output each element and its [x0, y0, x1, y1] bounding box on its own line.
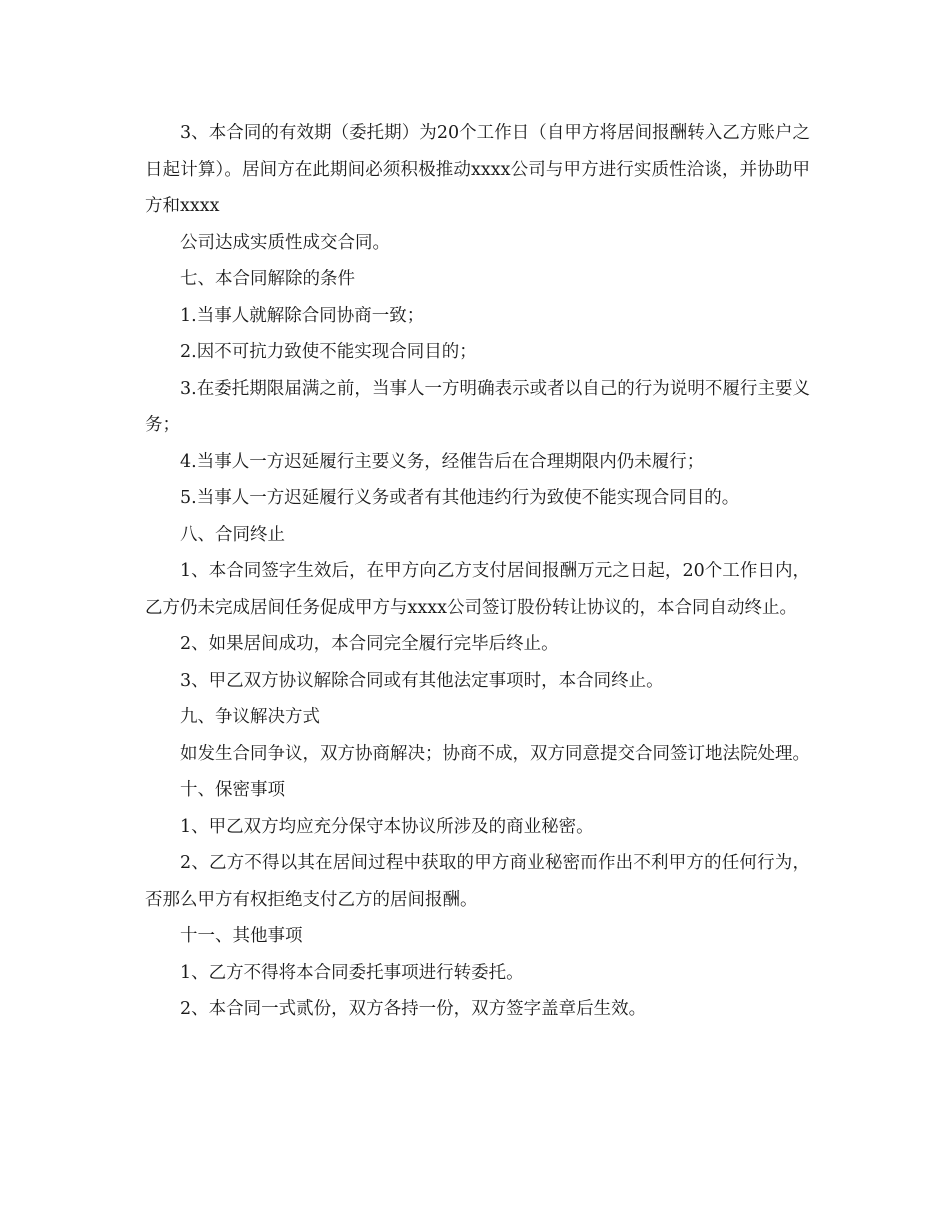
clause-validity-period: 3、本合同的有效期（委托期）为20个工作日（自甲方将居间报酬转入乙方账户之日起计算）。居间方在此期间必须积极推动xxxx公司与甲方进行实质性洽谈，并协助甲方和xxxx [145, 123, 810, 216]
document-body [145, 115, 810, 1028]
termination-condition-item: 4.当事人一方迟延履行主要义务，经催告后在合理期限内仍未履行； [180, 451, 705, 472]
termination-condition-item: 1.当事人就解除合同协商一致； [180, 305, 425, 326]
contract-end-item: 1、本合同签字生效后，在甲方向乙方支付居间报酬万元之日起，20个工作日内，乙方仍未完成居间任务促成甲方与xxxx公司签订股份转让协议的，本合同自动终止。 [145, 561, 810, 618]
confidentiality-item: 1、甲乙双方均应充分保守本协议所涉及的商业秘密。 [180, 816, 594, 837]
clause-validity-period-continued: 公司达成实质性成交合同。 [180, 232, 390, 253]
dispute-resolution-text: 如发生合同争议，双方协商解决；协商不成，双方同意提交合同签订地法院处理。 [180, 743, 810, 764]
section-heading-dispute-resolution: 九、争议解决方式 [180, 707, 320, 727]
termination-condition-item: 5.当事人一方迟延履行义务或者有其他违约行为致使不能实现合同目的。 [180, 488, 740, 508]
section-heading-termination-conditions: 七、本合同解除的条件 [180, 269, 355, 289]
confidentiality-item: 2、乙方不得以其在居间过程中获取的甲方商业秘密而作出不利甲方的任何行为，否那么甲方有权拒绝支付乙方的居间报酬。 [145, 853, 810, 910]
other-matters-item: 2、本合同一式贰份，双方各持一份，双方签字盖章后生效。 [180, 999, 647, 1019]
contract-end-item: 2、如果居间成功，本合同完全履行完毕后终止。 [180, 634, 559, 654]
termination-condition-item: 2.因不可抗力致使不能实现合同目的； [180, 342, 477, 362]
contract-end-item: 3、甲乙双方协议解除合同或有其他法定事项时，本合同终止。 [180, 670, 664, 691]
termination-condition-item: 3.在委托期限届满之前，当事人一方明确表示或者以自己的行为说明不履行主要义务； [145, 378, 810, 435]
section-heading-contract-end: 八、合同终止 [180, 524, 285, 545]
other-matters-item: 1、乙方不得将本合同委托事项进行转委托。 [180, 962, 524, 983]
section-heading-other-matters: 十一、其他事项 [180, 926, 303, 946]
section-heading-confidentiality: 十、保密事项 [180, 780, 285, 800]
